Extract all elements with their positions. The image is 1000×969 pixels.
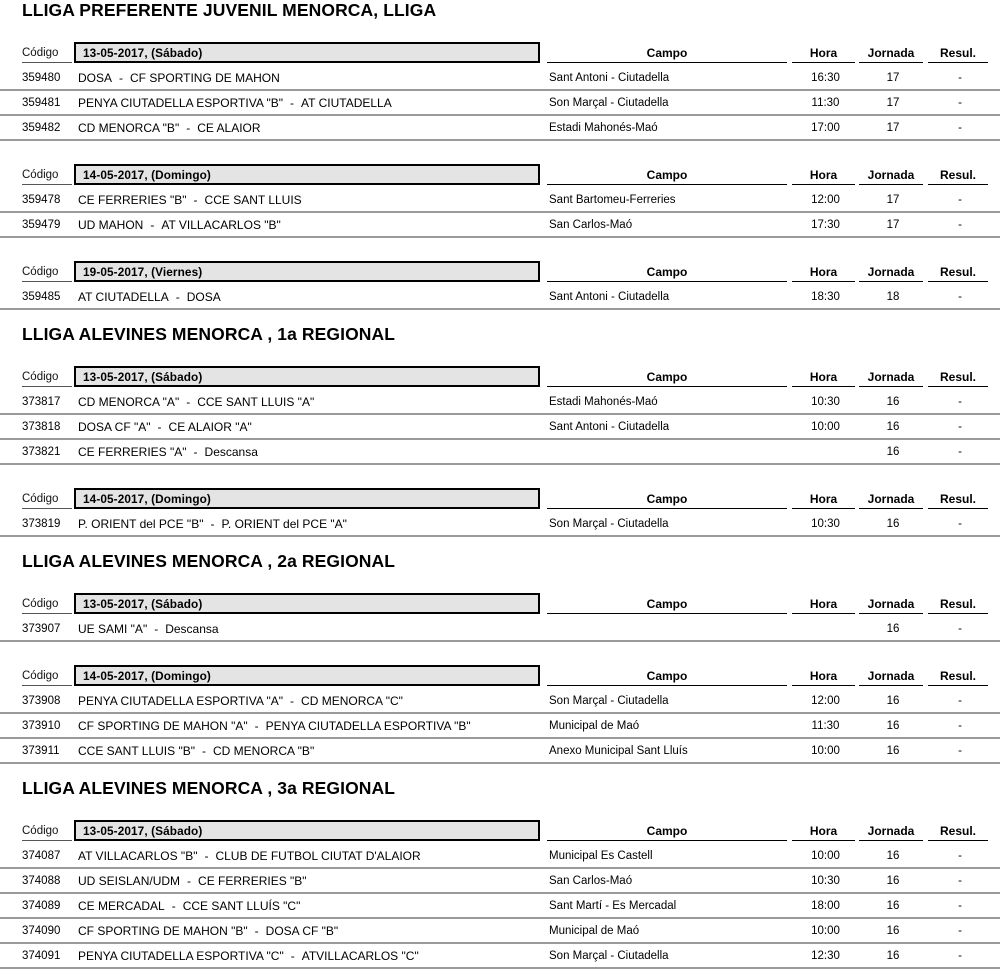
match-code: 359478 [22,193,61,206]
column-header-jornada: Jornada [859,825,923,841]
match-code: 374091 [22,949,61,962]
match-jornada: 16 [886,395,900,408]
match-code: 359479 [22,218,61,231]
table-row[interactable] [0,512,1000,537]
date-label: 14-05-2017, (Domingo) [74,665,540,686]
away-team: CLUB DE FUTBOL CIUTAT D'ALAIOR [215,848,421,863]
match-jornada: 16 [886,874,900,887]
match-campo: Estadi Mahonés-Maó [549,395,658,408]
match-campo: Sant Martí - Es Mercadal [549,899,677,912]
match-campo: Sant Antoni - Ciutadella [549,71,670,84]
column-header-resul: Resul. [928,266,988,282]
column-header-resul: Resul. [928,169,988,185]
date-label: 14-05-2017, (Domingo) [74,164,540,185]
home-team: CE FERRERIES "A" [78,444,187,459]
match-code: 374089 [22,899,61,912]
team-separator: - [157,419,162,434]
team-separator: - [210,516,215,531]
match-jornada: 16 [886,420,900,433]
match-jornada: 16 [886,899,900,912]
match-teams [74,694,542,708]
column-header-hora: Hora [792,371,855,387]
match-hora: 17:00 [811,121,840,134]
title-spacer [0,21,1000,41]
column-header-jornada: Jornada [859,266,923,282]
table-row[interactable] [0,440,1000,465]
column-header-codigo: Código [22,493,72,509]
match-hora: 18:00 [811,899,840,912]
match-teams [74,218,542,232]
league-title: LLIGA PREFERENTE JUVENIL MENORCA, LLIGA [22,0,437,20]
match-hora: 11:30 [811,719,840,732]
match-resultado: - [958,899,962,912]
table-row[interactable] [0,285,1000,310]
group-spacer [0,238,1000,260]
table-row[interactable] [0,116,1000,141]
match-campo: Estadi Mahonés-Maó [549,121,658,134]
match-code: 373818 [22,420,61,433]
column-header-campo: Campo [547,169,787,185]
match-jornada: 17 [886,96,900,109]
table-row[interactable] [0,894,1000,919]
column-header-codigo: Código [22,670,72,686]
match-code: 373907 [22,622,61,635]
match-jornada: 17 [886,71,900,84]
table-row[interactable] [0,91,1000,116]
match-jornada: 17 [886,121,900,134]
team-separator: - [254,718,259,733]
match-code: 373911 [22,744,60,757]
table-row[interactable] [0,944,1000,969]
match-campo: Municipal Es Castell [549,849,653,862]
home-team: AT VILLACARLOS "B" [78,848,198,863]
match-campo: San Carlos-Maó [549,874,633,887]
title-spacer [0,799,1000,819]
match-jornada: 17 [886,218,900,231]
match-teams [74,899,542,913]
match-code: 374090 [22,924,61,937]
home-team: PENYA CIUTADELLA ESPORTIVA "C" [78,948,284,963]
date-label: 13-05-2017, (Sábado) [74,366,540,387]
match-code: 374088 [22,874,61,887]
match-hora: 11:30 [811,96,840,109]
league-title: LLIGA ALEVINES MENORCA , 3a REGIONAL [22,778,396,798]
match-hora: 10:30 [811,395,840,408]
column-header-jornada: Jornada [859,371,923,387]
column-header-resul: Resul. [928,371,988,387]
match-jornada: 16 [886,694,900,707]
match-resultado: - [958,420,962,433]
away-team: CE ALAIOR "A" [168,419,252,434]
team-separator: - [171,898,176,913]
match-teams [74,445,542,459]
away-team: CF SPORTING DE MAHON [130,70,280,85]
column-header-resul: Resul. [928,47,988,63]
home-team: UD SEISLAN/UDM [78,873,181,888]
column-header-codigo: Código [22,266,72,282]
match-campo: Son Marçal - Ciutadella [549,949,669,962]
home-team: AT CIUTADELLA [78,289,169,304]
away-team: ATVILLACARLOS "C" [301,948,419,963]
match-teams [74,420,542,434]
column-header-hora: Hora [792,825,855,841]
match-resultado: - [958,622,962,635]
match-teams [74,71,542,85]
home-team: CE FERRERIES "B" [78,192,187,207]
away-team: CCE SANT LLUIS "A" [197,394,315,409]
match-hora: 10:30 [811,517,840,530]
match-jornada: 16 [886,949,900,962]
column-header-resul: Resul. [928,670,988,686]
away-team: PENYA CIUTADELLA ESPORTIVA "B" [265,718,471,733]
match-code: 359481 [22,96,61,109]
team-separator: - [154,621,159,636]
match-campo: Sant Antoni - Ciutadella [549,420,670,433]
away-team: AT CIUTADELLA [301,95,392,110]
match-jornada: 16 [886,517,900,530]
match-jornada: 16 [886,924,900,937]
match-resultado: - [958,924,962,937]
match-jornada: 16 [886,445,900,458]
table-row[interactable] [0,919,1000,944]
match-campo: Municipal de Maó [549,924,640,937]
match-hora: 12:30 [811,949,840,962]
away-team: CD MENORCA "C" [301,693,403,708]
table-row[interactable] [0,739,1000,764]
date-group-header [0,41,1000,63]
match-teams [74,874,542,888]
match-code: 359482 [22,121,61,134]
column-header-campo: Campo [547,371,787,387]
match-resultado: - [958,218,962,231]
table-row[interactable] [0,213,1000,238]
match-hora: 18:30 [811,290,840,303]
home-team: CF SPORTING DE MAHON "A" [78,718,248,733]
match-jornada: 16 [886,719,900,732]
section-spacer [0,537,1000,551]
section-spacer [0,764,1000,778]
league-title: LLIGA ALEVINES MENORCA , 2a REGIONAL [22,551,396,571]
date-group-header [0,664,1000,686]
column-header-jornada: Jornada [859,493,923,509]
match-hora: 10:00 [811,924,840,937]
date-label: 13-05-2017, (Sábado) [74,42,540,63]
column-header-resul: Resul. [928,493,988,509]
match-campo: Son Marçal - Ciutadella [549,96,669,109]
match-campo: Sant Antoni - Ciutadella [549,290,670,303]
column-header-codigo: Código [22,169,72,185]
match-teams [74,395,542,409]
column-header-campo: Campo [547,266,787,282]
column-header-hora: Hora [792,493,855,509]
table-row[interactable] [0,869,1000,894]
match-resultado: - [958,193,962,206]
match-campo: Municipal de Maó [549,719,640,732]
title-spacer [0,572,1000,592]
column-header-resul: Resul. [928,598,988,614]
away-team: AT VILLACARLOS "B" [161,217,281,232]
match-jornada: 16 [886,744,900,757]
column-header-jornada: Jornada [859,670,923,686]
match-resultado: - [958,121,962,134]
match-campo: Anexo Municipal Sant Lluís [549,744,688,757]
column-header-codigo: Código [22,371,72,387]
match-hora: 16:30 [811,71,840,84]
match-teams [74,924,542,938]
team-separator: - [290,95,295,110]
match-hora: 10:00 [811,744,840,757]
match-jornada: 16 [886,622,900,635]
section-spacer [0,310,1000,324]
group-spacer [0,642,1000,664]
column-header-jornada: Jornada [859,169,923,185]
match-campo: San Carlos-Maó [549,218,633,231]
league-title: LLIGA ALEVINES MENORCA , 1a REGIONAL [22,324,396,344]
home-team: DOSA CF "A" [78,419,151,434]
team-separator: - [150,217,155,232]
away-team: CD MENORCA "B" [213,743,315,758]
table-row[interactable] [0,390,1000,415]
date-group-header [0,487,1000,509]
team-separator: - [186,394,191,409]
match-campo: Son Marçal - Ciutadella [549,517,669,530]
column-header-campo: Campo [547,598,787,614]
column-header-hora: Hora [792,266,855,282]
match-teams [74,193,542,207]
column-header-campo: Campo [547,47,787,63]
match-campo: Sant Bartomeu-Ferreries [549,193,676,206]
match-resultado: - [958,874,962,887]
away-team: CCE SANT LLUIS [204,192,302,207]
group-spacer [0,465,1000,487]
home-team: CD MENORCA "B" [78,120,180,135]
home-team: UD MAHON [78,217,144,232]
match-resultado: - [958,445,962,458]
home-team: CCE SANT LLUIS "B" [78,743,195,758]
match-code: 359480 [22,71,61,84]
match-teams [74,622,542,636]
match-hora: 10:00 [811,849,840,862]
match-code: 373910 [22,719,61,732]
column-header-resul: Resul. [928,825,988,841]
group-spacer [0,141,1000,163]
table-row[interactable] [0,188,1000,213]
title-spacer [0,345,1000,365]
match-hora: 10:00 [811,420,840,433]
column-header-hora: Hora [792,169,855,185]
team-separator: - [175,289,180,304]
match-code: 373819 [22,517,61,530]
column-header-hora: Hora [792,598,855,614]
table-row[interactable] [0,844,1000,869]
match-code: 374087 [22,849,61,862]
match-resultado: - [958,719,962,732]
away-team: DOSA CF "B" [265,923,339,938]
match-resultado: - [958,71,962,84]
home-team: UE SAMI "A" [78,621,148,636]
match-code: 373821 [22,445,61,458]
home-team: PENYA CIUTADELLA ESPORTIVA "A" [78,693,284,708]
match-resultado: - [958,849,962,862]
match-code: 373817 [22,395,61,408]
away-team: DOSA [186,289,221,304]
match-hora: 17:30 [811,218,840,231]
table-row[interactable] [0,714,1000,739]
match-resultado: - [958,517,962,530]
match-hora: 12:00 [811,694,840,707]
date-group-header [0,163,1000,185]
match-teams [74,517,542,531]
match-teams [74,719,542,733]
match-hora: 10:30 [811,874,840,887]
date-group-header [0,819,1000,841]
team-separator: - [290,693,295,708]
team-separator: - [204,848,209,863]
team-separator: - [290,948,295,963]
team-separator: - [193,192,198,207]
match-resultado: - [958,395,962,408]
away-team: CE ALAIOR [197,120,261,135]
match-teams [74,849,542,863]
column-header-campo: Campo [547,493,787,509]
match-hora: 12:00 [811,193,840,206]
match-jornada: 16 [886,849,900,862]
away-team: Descansa [165,621,219,636]
match-resultado: - [958,290,962,303]
away-team: CE FERRERIES "B" [198,873,307,888]
team-separator: - [186,120,191,135]
match-teams [74,96,542,110]
away-team: CCE SANT LLUÍS "C" [182,898,301,913]
match-teams [74,744,542,758]
column-header-jornada: Jornada [859,598,923,614]
home-team: PENYA CIUTADELLA ESPORTIVA "B" [78,95,284,110]
date-group-header [0,592,1000,614]
column-header-hora: Hora [792,670,855,686]
date-label: 13-05-2017, (Sábado) [74,593,540,614]
table-row[interactable] [0,689,1000,714]
date-group-header [0,365,1000,387]
home-team: P. ORIENT del PCE "B" [78,516,204,531]
home-team: CD MENORCA "A" [78,394,180,409]
table-row[interactable] [0,617,1000,642]
match-code: 359485 [22,290,61,303]
match-campo: Son Marçal - Ciutadella [549,694,669,707]
home-team: CF SPORTING DE MAHON "B" [78,923,248,938]
away-team: P. ORIENT del PCE "A" [221,516,347,531]
match-teams [74,290,542,304]
home-team: CE MERCADAL [78,898,165,913]
column-header-codigo: Código [22,598,72,614]
date-label: 19-05-2017, (Viernes) [74,261,540,282]
column-header-campo: Campo [547,825,787,841]
date-group-header [0,260,1000,282]
column-header-jornada: Jornada [859,47,923,63]
match-resultado: - [958,694,962,707]
column-header-codigo: Código [22,825,72,841]
match-jornada: 18 [886,290,900,303]
match-teams [74,949,542,963]
match-jornada: 17 [886,193,900,206]
match-resultado: - [958,949,962,962]
match-resultado: - [958,744,962,757]
match-teams [74,121,542,135]
team-separator: - [202,743,206,758]
column-header-codigo: Código [22,47,72,63]
table-row[interactable] [0,415,1000,440]
match-resultado: - [958,96,962,109]
home-team: DOSA [78,70,113,85]
match-code: 373908 [22,694,61,707]
date-label: 14-05-2017, (Domingo) [74,488,540,509]
away-team: Descansa [204,444,258,459]
column-header-campo: Campo [547,670,787,686]
team-separator: - [187,873,192,888]
date-label: 13-05-2017, (Sábado) [74,820,540,841]
team-separator: - [254,923,259,938]
team-separator: - [193,444,198,459]
team-separator: - [119,70,124,85]
table-row[interactable] [0,66,1000,91]
column-header-hora: Hora [792,47,855,63]
